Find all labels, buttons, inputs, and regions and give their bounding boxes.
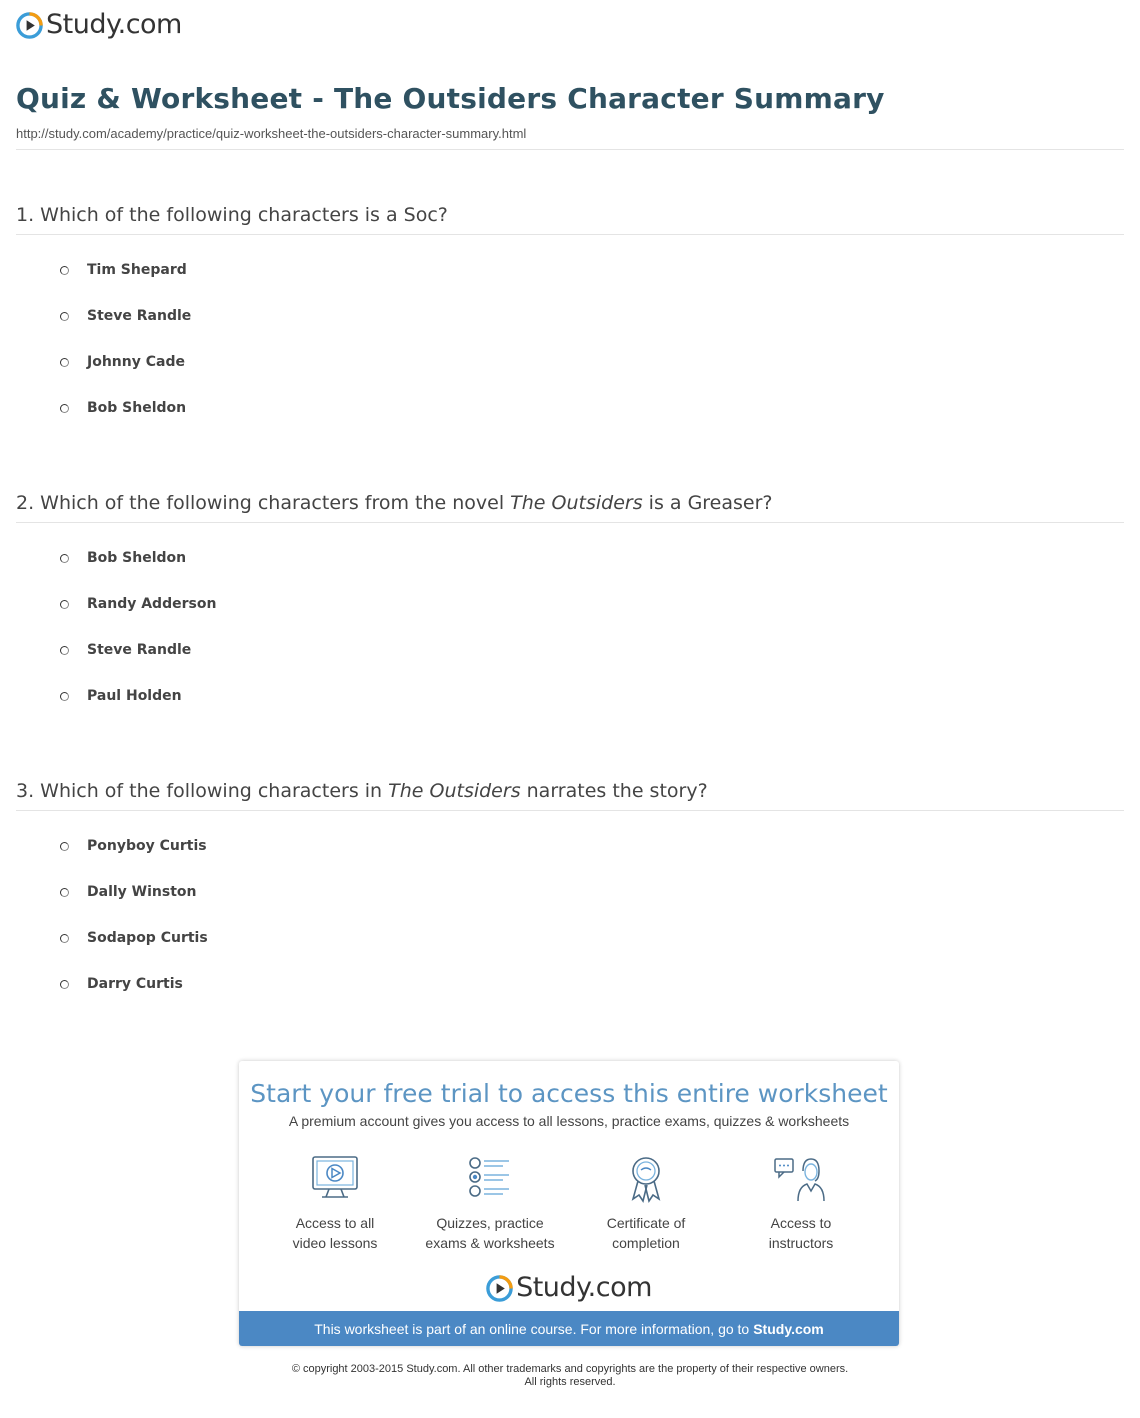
option-label: Randy Adderson — [87, 596, 217, 612]
divider — [16, 149, 1124, 150]
option-label: Tim Shepard — [87, 262, 187, 278]
free-trial-promo — [239, 1061, 899, 1346]
video-lesson-icon — [310, 1155, 360, 1203]
radio-button[interactable] — [60, 980, 69, 989]
divider — [16, 522, 1124, 523]
feature-video-lessons — [260, 1155, 410, 1253]
q2-option-c[interactable] — [60, 642, 191, 658]
promo-title[interactable]: Start your free trial to access this entire worksheet — [250, 1079, 888, 1108]
radio-button[interactable] — [60, 600, 69, 609]
radio-button[interactable] — [60, 358, 69, 367]
radio-button[interactable] — [60, 842, 69, 851]
q2-option-d[interactable] — [60, 688, 182, 704]
feature-label: Access to instructors — [768, 1215, 834, 1251]
option-label: Dally Winston — [87, 884, 197, 900]
q1-option-a[interactable] — [60, 262, 187, 278]
copyright-footer — [0, 1363, 1140, 1389]
option-label: Bob Sheldon — [87, 550, 187, 566]
instructor-icon — [771, 1155, 831, 1203]
q1-option-b[interactable] — [60, 308, 191, 324]
logo-text: Study.com — [46, 9, 182, 40]
feature-instructors — [726, 1155, 876, 1253]
radio-button[interactable] — [60, 888, 69, 897]
q1-option-d[interactable] — [60, 400, 186, 416]
feature-label: Quizzes, practice exams & worksheets — [425, 1215, 555, 1251]
option-label: Johnny Cade — [87, 354, 185, 370]
feature-label: Certificate of completion — [606, 1215, 686, 1251]
question-3-text: 3. Which of the following characters in — [16, 780, 389, 802]
q1-option-c[interactable] — [60, 354, 185, 370]
copyright-line: © copyright 2003-2015 Study.com. All other trademarks and copyrights are the property of their respective owners. — [291, 1363, 849, 1375]
option-label: Sodapop Curtis — [87, 930, 208, 946]
feature-quizzes — [415, 1155, 565, 1253]
radio-button[interactable] — [60, 266, 69, 275]
question-3 — [16, 780, 708, 802]
feature-certificate — [571, 1155, 721, 1253]
question-2-text: 2. Which of the following characters from the novel — [16, 492, 511, 514]
question-1 — [16, 204, 448, 226]
q2-option-b[interactable] — [60, 596, 216, 612]
promo-bar-text: This worksheet is part of an online course. For more information, go to — [314, 1320, 750, 1337]
radio-button[interactable] — [60, 554, 69, 563]
divider — [16, 234, 1124, 235]
question-2 — [16, 492, 773, 514]
radio-button[interactable] — [60, 934, 69, 943]
option-label: Steve Randle — [87, 308, 192, 324]
q3-option-a[interactable] — [60, 838, 207, 854]
rights-line: All rights reserved. — [524, 1376, 616, 1388]
option-label: Darry Curtis — [87, 976, 183, 992]
promo-logo-text: Study.com — [516, 1272, 652, 1303]
radio-button[interactable] — [60, 312, 69, 321]
radio-button[interactable] — [60, 692, 69, 701]
play-circle-logo-icon — [16, 12, 43, 39]
option-label: Ponyboy Curtis — [87, 838, 207, 854]
study-logo[interactable] — [16, 10, 182, 40]
feature-label: Access to all video lessons — [292, 1215, 378, 1251]
question-2-italic: The Outsiders — [510, 492, 643, 514]
page-url[interactable]: http://study.com/academy/practice/quiz-worksheet-the-outsiders-character-summary.html — [16, 126, 527, 141]
option-label: Paul Holden — [87, 688, 182, 704]
q3-option-c[interactable] — [60, 930, 208, 946]
promo-info-bar — [239, 1311, 899, 1346]
promo-subtitle: A premium account gives you access to all lessons, practice exams, quizzes & worksheets — [288, 1113, 850, 1129]
radio-button[interactable] — [60, 646, 69, 655]
option-label: Bob Sheldon — [87, 400, 187, 416]
question-1-text: 1. Which of the following characters is a Soc? — [16, 204, 448, 226]
q3-option-b[interactable] — [60, 884, 196, 900]
question-2-suffix: is a Greaser? — [642, 492, 773, 514]
option-label: Steve Randle — [87, 642, 192, 658]
question-3-suffix: narrates the story? — [520, 780, 708, 802]
radio-button[interactable] — [60, 404, 69, 413]
certificate-icon — [621, 1155, 671, 1203]
divider — [16, 810, 1124, 811]
q2-option-a[interactable] — [60, 550, 186, 566]
question-3-italic: The Outsiders — [388, 780, 521, 802]
q3-option-d[interactable] — [60, 976, 183, 992]
play-circle-logo-icon — [486, 1275, 513, 1302]
promo-bar-link[interactable]: Study.com — [753, 1320, 824, 1337]
promo-study-logo[interactable] — [239, 1273, 899, 1303]
quiz-list-icon — [465, 1155, 515, 1203]
page-title: Quiz & Worksheet - The Outsiders Character Summary — [16, 82, 885, 115]
